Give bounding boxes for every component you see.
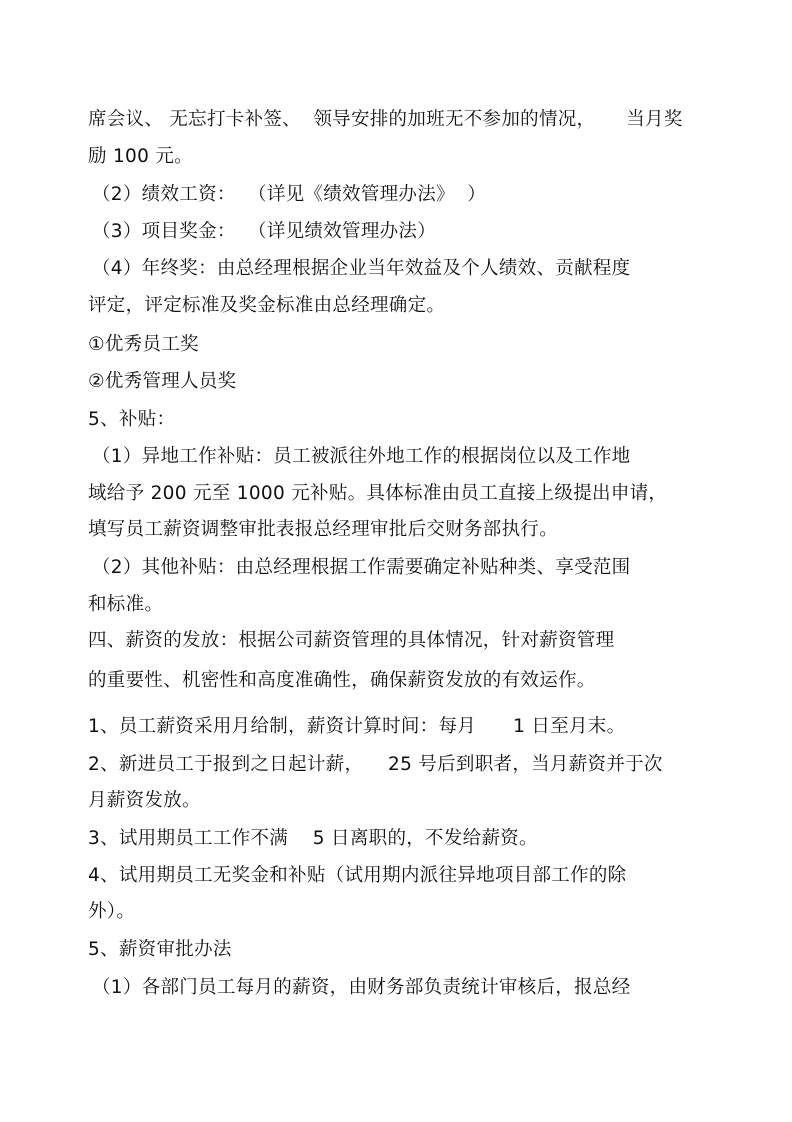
paragraph-line: （4）年终奖：由总经理根据企业当年效益及个人绩效、贡献程度 bbox=[92, 258, 631, 279]
paragraph-line: ②优秀管理人员奖 bbox=[88, 371, 237, 392]
section-heading: 5、补贴： bbox=[88, 409, 176, 430]
paragraph-line: 填写员工薪资调整审批表报总经理审批后交财务部执行。 bbox=[88, 519, 559, 540]
paragraph-line: （2）绩效工资： （详见《绩效管理办法》 ） bbox=[92, 184, 486, 205]
paragraph-line: ①优秀员工奖 bbox=[88, 334, 199, 355]
paragraph-line: 域给予 200 元至 1000 元补贴。具体标准由员工直接上级提出申请， bbox=[88, 483, 668, 504]
paragraph-line: 和标准。 bbox=[88, 594, 164, 615]
paragraph-line: （1）异地工作补贴：员工被派往外地工作的根据岗位以及工作地 bbox=[92, 446, 631, 467]
paragraph-line: （1）各部门员工每月的薪资，由财务部负责统计审核后，报总经 bbox=[92, 977, 631, 998]
paragraph-line: 励 100 元。 bbox=[88, 146, 193, 167]
paragraph-line: 的重要性、机密性和高度准确性，确保薪资发放的有效运作。 bbox=[88, 670, 596, 691]
paragraph-line: 席会议、 无忘打卡补签、 领导安排的加班无不参加的情况， 当月奖 bbox=[88, 109, 683, 130]
paragraph-line: 3、试用期员工工作不满 5 日离职的，不发给薪资。 bbox=[88, 828, 538, 849]
paragraph-line: 2、新进员工于报到之日起计薪， 25 号后到职者，当月薪资并于次 bbox=[88, 754, 663, 775]
paragraph-line: 外）。 bbox=[88, 901, 136, 922]
paragraph-line: 月薪资发放。 bbox=[88, 790, 201, 811]
paragraph-line: 4、试用期员工无奖金和补贴（试用期内派往异地项目部工作的除 bbox=[88, 865, 627, 886]
paragraph-line: （3）项目奖金： （详见绩效管理办法） bbox=[92, 221, 437, 242]
paragraph-line: 1、员工薪资采用月给制，薪资计算时间：每月 1 日至月末。 bbox=[88, 716, 626, 737]
paragraph-line: （2）其他补贴：由总经理根据工作需要确定补贴种类、享受范围 bbox=[92, 557, 631, 578]
section-heading: 5、薪资审批办法 bbox=[88, 939, 232, 960]
paragraph-line: 评定，评定标准及奖金标准由总经理确定。 bbox=[88, 295, 446, 316]
section-heading: 四、薪资的发放：根据公司薪资管理的具体情况，针对薪资管理 bbox=[88, 630, 615, 651]
